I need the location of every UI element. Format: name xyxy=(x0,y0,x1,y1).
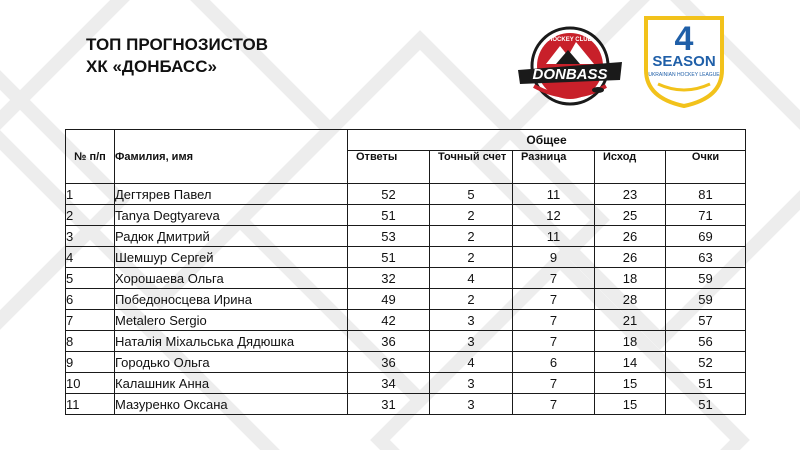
row-name: Metalero Sergio xyxy=(115,310,348,331)
header-points: Очки xyxy=(666,151,746,184)
table-row xyxy=(66,373,746,394)
row-points: 69 xyxy=(666,226,746,247)
row-exact-score: 3 xyxy=(430,310,513,331)
row-difference: 7 xyxy=(513,373,595,394)
row-name: Калашник Анна xyxy=(115,373,348,394)
row-outcome: 25 xyxy=(595,205,666,226)
table-row xyxy=(66,226,746,247)
row-number: 11 xyxy=(66,394,115,415)
row-exact-score: 3 xyxy=(430,331,513,352)
row-answers: 52 xyxy=(348,184,430,205)
table-row xyxy=(66,289,746,310)
row-exact-score: 2 xyxy=(430,226,513,247)
row-points: 51 xyxy=(666,394,746,415)
row-outcome: 26 xyxy=(595,247,666,268)
header-difference: Разница xyxy=(513,151,595,184)
row-number: 1 xyxy=(66,184,115,205)
row-name: Мазуренко Оксана xyxy=(115,394,348,415)
table-row xyxy=(66,331,746,352)
row-outcome: 26 xyxy=(595,226,666,247)
row-answers: 36 xyxy=(348,331,430,352)
row-points: 52 xyxy=(666,352,746,373)
header-group: Общее xyxy=(348,130,746,151)
page-title xyxy=(86,34,268,78)
forecasters-table xyxy=(65,129,746,415)
row-exact-score: 2 xyxy=(430,205,513,226)
row-outcome: 14 xyxy=(595,352,666,373)
row-answers: 31 xyxy=(348,394,430,415)
row-exact-score: 3 xyxy=(430,394,513,415)
row-answers: 36 xyxy=(348,352,430,373)
row-name: Tanya Degtyareva xyxy=(115,205,348,226)
row-name: Радюк Дмитрий xyxy=(115,226,348,247)
table-row xyxy=(66,310,746,331)
header-answers: Ответы xyxy=(348,151,430,184)
row-difference: 7 xyxy=(513,268,595,289)
table-row xyxy=(66,268,746,289)
row-difference: 11 xyxy=(513,184,595,205)
row-answers: 49 xyxy=(348,289,430,310)
row-answers: 32 xyxy=(348,268,430,289)
row-difference: 12 xyxy=(513,205,595,226)
row-answers: 53 xyxy=(348,226,430,247)
row-points: 81 xyxy=(666,184,746,205)
row-points: 71 xyxy=(666,205,746,226)
row-name: Дегтярев Павел xyxy=(115,184,348,205)
row-exact-score: 4 xyxy=(430,268,513,289)
row-points: 56 xyxy=(666,331,746,352)
row-outcome: 15 xyxy=(595,373,666,394)
title-line-1: ТОП ПРОГНОЗИСТОВ xyxy=(86,35,269,54)
table-row xyxy=(66,247,746,268)
row-points: 63 xyxy=(666,247,746,268)
row-number: 3 xyxy=(66,226,115,247)
row-outcome: 15 xyxy=(595,394,666,415)
row-outcome: 18 xyxy=(595,331,666,352)
donbass-logo xyxy=(516,24,624,110)
row-number: 6 xyxy=(66,289,115,310)
row-outcome: 23 xyxy=(595,184,666,205)
row-number: 9 xyxy=(66,352,115,373)
header-name: Фамилия, имя xyxy=(115,130,348,184)
row-answers: 42 xyxy=(348,310,430,331)
row-number: 5 xyxy=(66,268,115,289)
donbass-top-text: HOCKEY CLUB xyxy=(548,37,592,43)
row-points: 59 xyxy=(666,289,746,310)
donbass-wordmark: DONBASS xyxy=(532,66,608,83)
row-number: 10 xyxy=(66,373,115,394)
row-number: 2 xyxy=(66,205,115,226)
row-name: Шемшур Сергей xyxy=(115,247,348,268)
header-number: № п/п xyxy=(66,130,115,184)
row-answers: 51 xyxy=(348,205,430,226)
row-difference: 7 xyxy=(513,331,595,352)
row-outcome: 28 xyxy=(595,289,666,310)
row-name: Наталія Міхальська Дядюшка xyxy=(115,331,348,352)
table-row xyxy=(66,352,746,373)
header-outcome: Исход xyxy=(595,151,666,184)
row-answers: 51 xyxy=(348,247,430,268)
row-exact-score: 4 xyxy=(430,352,513,373)
row-points: 57 xyxy=(666,310,746,331)
row-difference: 7 xyxy=(513,310,595,331)
row-difference: 7 xyxy=(513,394,595,415)
row-exact-score: 2 xyxy=(430,289,513,310)
row-name: Хорошаева Ольга xyxy=(115,268,348,289)
season-number: 4 xyxy=(674,20,694,58)
row-outcome: 18 xyxy=(595,268,666,289)
row-number: 4 xyxy=(66,247,115,268)
row-points: 51 xyxy=(666,373,746,394)
row-difference: 11 xyxy=(513,226,595,247)
title-line-2: ХК «ДОНБАСС» xyxy=(86,57,217,76)
row-exact-score: 5 xyxy=(430,184,513,205)
table-row xyxy=(66,184,746,205)
row-outcome: 21 xyxy=(595,310,666,331)
row-exact-score: 2 xyxy=(430,247,513,268)
table-row xyxy=(66,205,746,226)
row-points: 59 xyxy=(666,268,746,289)
table-row xyxy=(66,394,746,415)
season-word: SEASON xyxy=(652,53,716,70)
row-difference: 9 xyxy=(513,247,595,268)
row-difference: 6 xyxy=(513,352,595,373)
row-exact-score: 3 xyxy=(430,373,513,394)
season-4-logo xyxy=(636,10,732,110)
header-exact-score: Точный счет xyxy=(430,151,513,184)
row-difference: 7 xyxy=(513,289,595,310)
season-sub: UKRAINIAN HOCKEY LEAGUE xyxy=(648,72,720,78)
row-name: Городько Ольга xyxy=(115,352,348,373)
row-number: 8 xyxy=(66,331,115,352)
row-name: Победоносцева Ирина xyxy=(115,289,348,310)
row-number: 7 xyxy=(66,310,115,331)
row-answers: 34 xyxy=(348,373,430,394)
